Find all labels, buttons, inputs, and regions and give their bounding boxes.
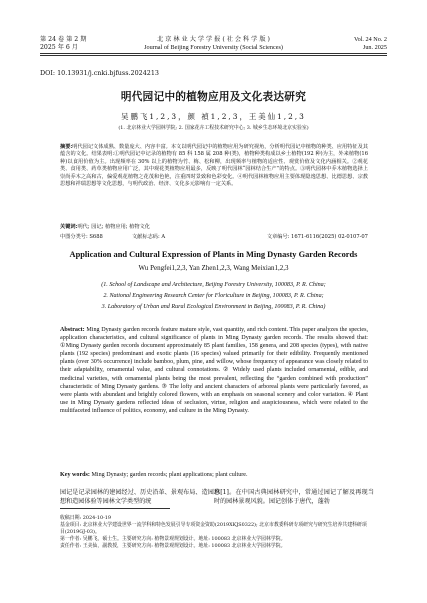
keywords-zh-label: 关键词: [60, 224, 78, 230]
abstract-zh-label: 摘要: [60, 144, 73, 150]
title-en: Application and Cultural Expression of Plants in Ming Dynasty Garden Records [69, 250, 358, 259]
abstract-en-text: Ming Dynasty garden records feature mature style, vast quantity, and rich content. This paper analyzes the species, application characteristics, and cultural significance of plants in Ming Dynasty garden records. The results showed that: ①Ming Dynasty garden records document approximately 85 plant families, 158 genera, and 208 species (types), with native plants (192 species) predominant and exotic plants (16 species) valued primarily for their edibility. Frequently mentioned plants (over 30% occurrence) include bamboo, plum, pine, and willow, whose frequency of appearance was closely related to their adaptability, ornamental value, and cultural connotations. ② Widely used plants included ornamental, edible, and medicinal varieties, with ornamental plants being the most prevalent, reflecting the “garden combined with production” characteristic of Ming Dynasty gardens. ③ The lofty and ancient characters of arboreal plants were particularly favored, as were plants with abundant and brightly colored flowers, with an emphasis on seasonal scenery and color variation. ④ Plant use in Ming Dynasty gardens reflected ideas of seclusion, virtue, religion and auspiciousness, which were related to the multifaceted influence of politics, economy, and culture in the Ming Dynasty. [60, 327, 368, 414]
keywords-zh [60, 224, 368, 231]
header-journal-en: Journal of Beijing Forestry University (Social Sciences) [144, 44, 283, 51]
title-zh: 明代园记中的植物应用及文化表达研究 [120, 91, 307, 103]
header-volume-en: Vol. 24 No. 2 [353, 36, 387, 43]
header-date-en: Jun. 2025 [362, 44, 387, 51]
clc-number: 中图分类号: S688 [60, 234, 103, 240]
footnote-first-author: 第一作者: 吴鹏飞，硕士生。主要研究方向: 植物景观规划设计。地址: 100083 北京林业大学园林学院。 [60, 536, 286, 542]
keywords-en [60, 471, 368, 479]
authors-zh: 吴鹏飞1,2,3，颜 禎1,2,3，王美仙1,2,3 [121, 112, 306, 121]
footnote-corresponding-author: 责任作者: 王美仙，副教授，主要研究方向: 植物景观规划设计。地址: 100083 北京林业大学园林学院。 [60, 543, 286, 549]
header-volume-zh: 第 24 卷 第 2 期 [40, 36, 87, 43]
affiliation-en-2: 2. National Engineering Research Center for Floriculture in Beijing, 100083, P. R. China; [103, 293, 324, 299]
body-column-left: 园记是记录园林的建园经过、历史沿革、景观布局、造园思想和造园体验等园林文学类型的统 [60, 489, 220, 506]
abstract-zh [60, 144, 368, 188]
header-rule-thin [40, 55, 387, 56]
keywords-en-text: Ming Dynasty; garden records; plant applications; plant culture. [91, 472, 248, 478]
keywords-zh-text: 明代; 园记; 植物应用; 植物文化 [77, 224, 150, 230]
classification-row [60, 233, 368, 241]
footnote-received: 收稿日期: 2024-10-19 [60, 515, 111, 521]
doi[interactable]: DOI: 10.13931/j.cnki.bjfuss.2024213 [40, 69, 159, 77]
abstract-en [60, 326, 368, 415]
abstract-en-label: Abstract: [60, 327, 85, 333]
affiliation-en-3: 3. Laboratory of Urban and Rural Ecological Environment in Beijing, 100083, P. R. China) [101, 304, 326, 310]
abstract-zh-text: 明代园记文体成熟、数量庞大、内容丰富。本文以明代园记中的植物应用为研究视角，分析明代园记中植物的种类、应用特征及其蕴含的文化。结果表明:①明代园记中记录的植物有 85 科 158 属 208 种(类)，植物种类构成以乡土植物(192 种)为主，外来植物(16 种)以食用价值为主。出现频率在 30% 以上的植物为竹、梅、松和柳，出现频率与植物的适应性、观赏价值及文化内涵相关。②观花类、食用类、药草类植物应用广泛，其中观花类植物应用最多，反映了明代园林“园林结合生产”的特点。③明代园林中乔木植物选择上崇尚乔木之高和古，偏爱观花植物之花茂和色艳，注重四时景致和色彩变化。④明代园林植物应用主要体现隐逸思想、比德思想、宗教思想和祥瑞思想等文化思想，与明代政治、经济、文化多元影响有一定关系。 [60, 144, 368, 188]
article-number: 文章编号: 1671-6116(2025) 02-0107-07 [266, 234, 368, 240]
header-date-zh: 2025 年 6 月 [40, 44, 78, 51]
body-column-right: 称[1]。在中国古典园林研究中，常通过园记了解及再现当时的园林景观风貌。园记创体于唐代，蓬勃 [214, 489, 374, 506]
header-journal-zh: 北 京 林 业 大 学 学 报 ( 社 会 科 学 版 ) [157, 36, 270, 43]
header-rule [40, 53, 387, 54]
footnote-funding: 基金项目: 北京林业大学建设世界一流学科和特色发展引导专项资金资助(2019XKJS0322); 北京市教委科研专项研究与研究生培养共建科研项目(2019GJ-03)。 [60, 522, 367, 535]
authors-en: Wu Pengfei1,2,3, Yan Zhen1,2,3, Wang Meixian1,2,3 [138, 264, 289, 272]
keywords-en-label: Key words: [60, 472, 90, 478]
document-code: 文献标志码: A [132, 234, 166, 240]
affiliation-zh: (1. 北京林业大学园林学院; 2. 国家花卉工程技术研究中心; 3. 城乡生态环境北京实验室) [118, 125, 309, 131]
footnote-rule [60, 508, 170, 509]
footnotes [60, 515, 368, 550]
affiliation-en-1: (1. School of Landscape and Architecture, Beijing Forestry University, 100083, P. R. China; [101, 282, 326, 288]
